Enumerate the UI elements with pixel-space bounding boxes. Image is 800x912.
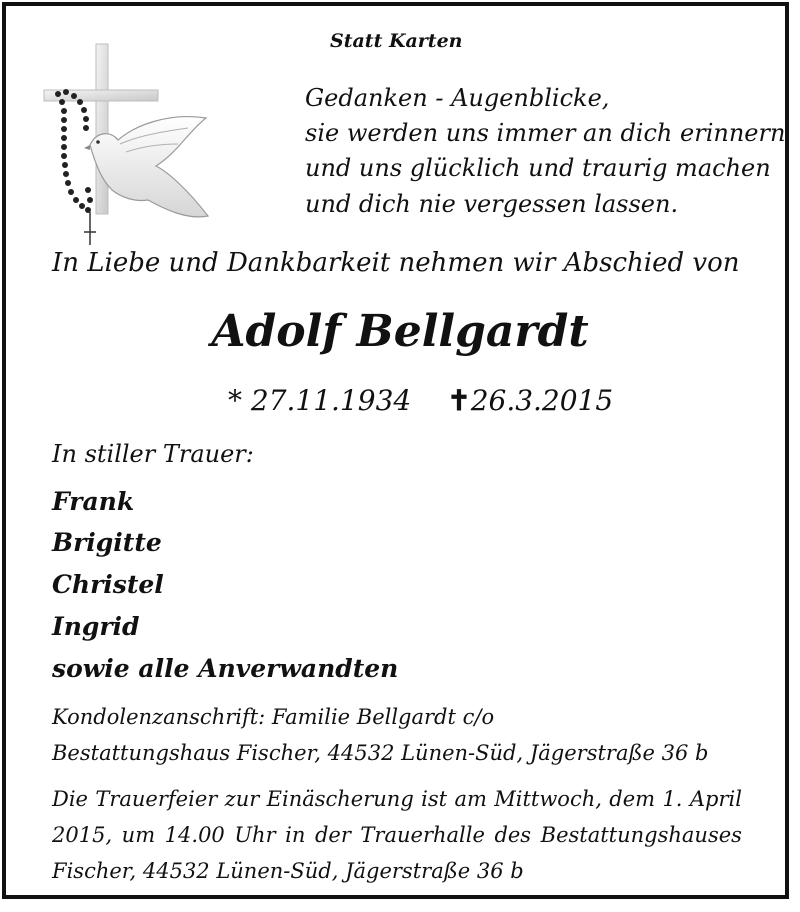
mourner-relatives: sowie alle Anverwandten: [52, 654, 399, 683]
death-cross-icon: ✝: [447, 384, 471, 417]
funeral-word: 2015,: [52, 823, 113, 847]
funeral-word: Uhr: [234, 823, 276, 847]
birth-date: * 27.11.1934: [228, 384, 412, 417]
mourner-name: Ingrid: [52, 612, 140, 641]
funeral-word: der: [314, 823, 351, 847]
funeral-word: des: [494, 823, 532, 847]
deceased-name: Adolf Bellgardt: [211, 306, 589, 357]
mourner-name: Christel: [52, 570, 164, 599]
life-dates: [228, 384, 613, 417]
funeral-word: ist: [421, 787, 448, 811]
funeral-word: 14.00: [164, 823, 225, 847]
condolence-address-line: Bestattungshaus Fischer, 44532 Lünen-Süd, Jägerstraße 36 b: [52, 741, 709, 765]
cross-dove-rosary-icon: [38, 40, 218, 255]
funeral-word: Bestattungshauses: [540, 823, 742, 847]
funeral-word: dem: [609, 787, 656, 811]
funeral-info-line: Fischer, 44532 Lünen-Süd, Jägerstraße 36 b: [52, 859, 524, 883]
funeral-word: zur: [224, 787, 260, 811]
funeral-word: Mittwoch,: [494, 787, 602, 811]
farewell-intro: In Liebe und Dankbarkeit nehmen wir Abschied von: [52, 248, 740, 278]
poem-line: Gedanken - Augenblicke,: [305, 84, 610, 112]
funeral-word: Trauerfeier: [95, 787, 218, 811]
funeral-info-line: [52, 823, 742, 847]
funeral-word: am: [454, 787, 487, 811]
mourner-name: Frank: [52, 487, 135, 516]
funeral-word: Trauerhalle: [360, 823, 485, 847]
condolence-address-line: Kondolenzanschrift: Familie Bellgardt c/o: [52, 705, 495, 729]
mourners-label: In stiller Trauer:: [52, 440, 254, 468]
funeral-word: April: [689, 787, 742, 811]
mourner-name: Brigitte: [52, 528, 162, 557]
funeral-word: Einäscherung: [266, 787, 414, 811]
funeral-word: Die: [52, 787, 88, 811]
funeral-word: in: [285, 823, 306, 847]
death-date: 26.3.2015: [470, 384, 614, 417]
funeral-info-line: [52, 787, 742, 811]
funeral-word: 1.: [662, 787, 683, 811]
poem-line: sie werden uns immer an dich erinnern: [305, 119, 786, 147]
funeral-word: um: [121, 823, 156, 847]
poem-line: und uns glücklich und traurig machen: [305, 154, 771, 182]
poem-line: und dich nie vergessen lassen.: [305, 190, 679, 218]
statt-karten-heading: Statt Karten: [330, 30, 463, 52]
